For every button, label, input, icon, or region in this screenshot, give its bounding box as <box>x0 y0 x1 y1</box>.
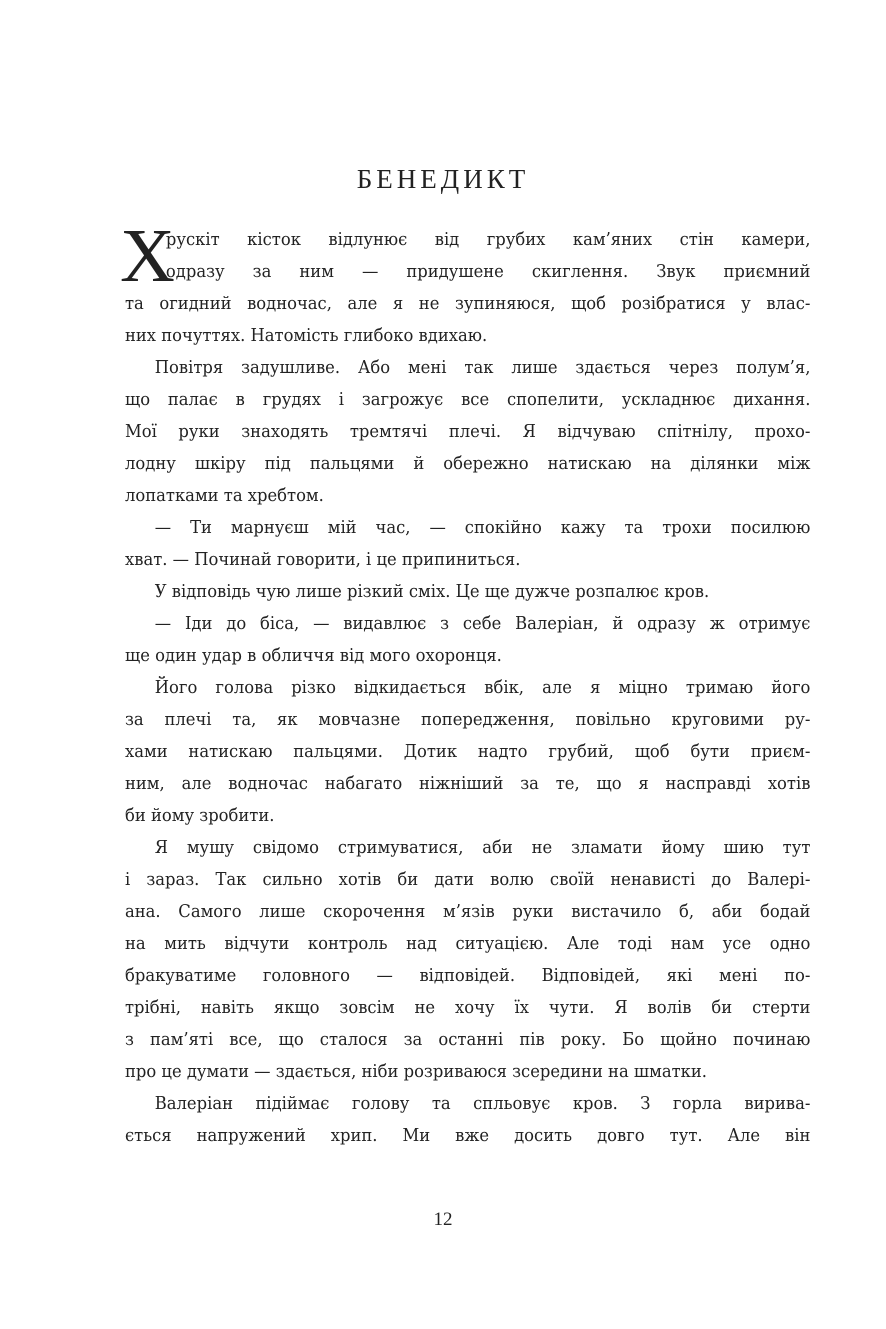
text-line: Повітря задушливе. Або мені так лише здається через полум’я, <box>154 358 811 378</box>
text-line: за плечі та, як мовчазне попередження, повільно круговими ру- <box>125 710 811 730</box>
text-line: та огидний водночас, але я не зупиняюся, щоб розібратися у влас- <box>125 294 811 314</box>
text-line: Валеріан підіймає голову та спльовує кров. З горла вирива- <box>154 1094 811 1114</box>
text-line: хват. — Починай говорити, і це припиниться. <box>125 550 521 570</box>
text-line: хами натискаю пальцями. Дотик надто грубий, щоб бути приєм- <box>125 742 811 762</box>
text-line: бракуватиме головного — відповідей. Відповідей, які мені по- <box>125 966 811 986</box>
text-line: що палає в грудях і загрожує все спопелити, ускладнює дихання. <box>125 390 811 410</box>
text-line: лодну шкіру під пальцями й обережно натискаю на ділянки між <box>125 454 811 474</box>
text-line: на мить відчути контроль над ситуацією. Але тоді нам усе одно <box>125 934 811 954</box>
text-line: Мої руки знаходять тремтячі плечі. Я відчуваю спітнілу, прохо- <box>125 422 811 442</box>
text-line: — Ти марнуєш мій час, — спокійно кажу та трохи посилюю <box>154 518 811 538</box>
text-line: Я мушу свідомо стримуватися, аби не зламати йому шию тут <box>154 838 811 858</box>
text-line: рускіт кісток відлунює від грубих кам’яних стін камери, <box>165 230 811 250</box>
text-line: би йому зробити. <box>125 806 275 826</box>
text-line: У відповідь чую лише різкий сміх. Це ще дужче розпалює кров. <box>154 582 710 602</box>
text-line: ється напружений хрип. Ми вже досить довго тут. Але він <box>125 1126 811 1146</box>
text-line: і зараз. Так сильно хотів би дати волю своїй ненависті до Валері- <box>125 870 811 890</box>
text-line: них почуттях. Натомість глибоко вдихаю. <box>125 326 488 346</box>
text-line: ана. Самого лише скорочення м’язів руки вистачило б, аби бодай <box>125 902 811 922</box>
text-line: трібні, навіть якщо зовсім не хочу їх чути. Я волів би стерти <box>125 998 811 1018</box>
text-line: ним, але водночас набагато ніжніший за те, що я насправді хотів <box>125 774 811 794</box>
drop-cap: Х <box>120 214 175 298</box>
page-number: 12 <box>433 1209 453 1230</box>
text-line: ще один удар в обличчя від мого охоронця. <box>125 646 502 666</box>
text-line: з пам’яті все, що сталося за останні пів року. Бо щойно починаю <box>125 1030 811 1050</box>
chapter-title: БЕНЕДИКТ <box>356 164 530 194</box>
body-text <box>125 224 811 1152</box>
text-line: одразу за ним — придушене скиглення. Звук приємний <box>165 262 811 282</box>
text-line: про це думати — здається, ніби розриваюся зсередини на шматки. <box>125 1062 708 1082</box>
text-line: — Іди до біса, — видавлює з себе Валеріан, й одразу ж отримує <box>154 614 811 634</box>
text-line: Його голова різко відкидається вбік, але я міцно тримаю його <box>154 678 811 698</box>
text-line: лопатками та хребтом. <box>125 486 324 506</box>
